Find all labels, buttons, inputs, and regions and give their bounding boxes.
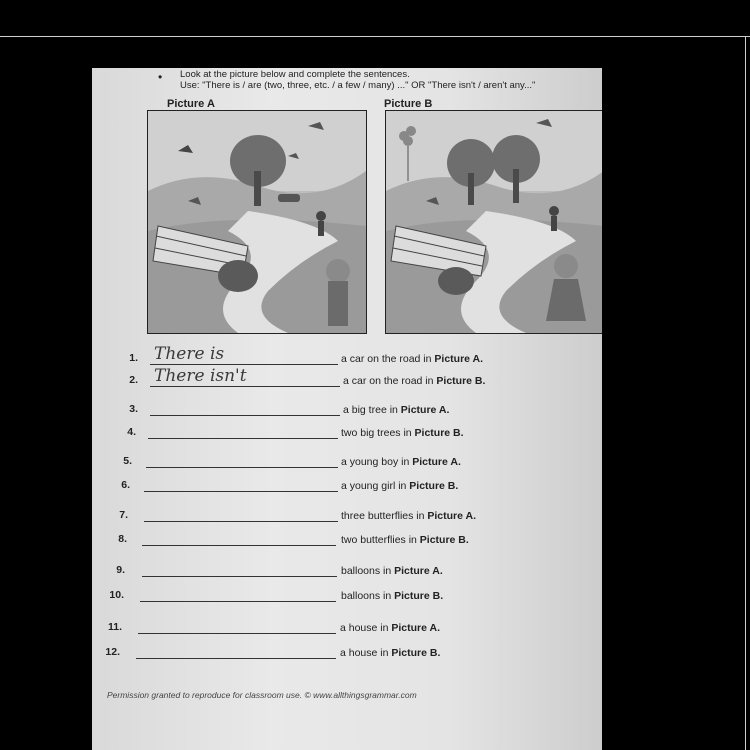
answer-blank[interactable]: [150, 364, 338, 365]
item-number: 4.: [127, 426, 136, 438]
item-number: 6.: [121, 479, 130, 491]
answer-blank[interactable]: [144, 521, 338, 522]
sentence-text: [340, 647, 440, 659]
picture-a-illustration: [147, 110, 367, 334]
item-number: 7.: [119, 509, 128, 521]
picture-b-illustration: [385, 110, 602, 334]
frame-right-line: [745, 36, 746, 750]
picture-reference: Picture A.: [400, 404, 450, 416]
sentence-text: [341, 353, 483, 365]
answer-blank[interactable]: [144, 491, 338, 492]
picture-reference: Picture B.: [436, 375, 486, 387]
worksheet-paper: [92, 68, 602, 750]
handwritten-answer: There is: [154, 344, 225, 364]
sentence-phrase: a house in: [340, 622, 389, 634]
item-number: 10.: [109, 589, 124, 601]
sentence-phrase: balloons in: [341, 565, 392, 577]
instruction-line-2: Use: "There is / are (two, three, etc. / a few / many) ..." OR "There isn't / aren't any...": [180, 80, 536, 91]
sentence-text: [341, 534, 469, 546]
item-number: 5.: [123, 455, 132, 467]
sentence-text: [341, 480, 458, 492]
sentence-phrase: a car on the road in: [341, 353, 432, 365]
item-number: 12.: [105, 646, 120, 658]
sentence-text: [341, 590, 443, 602]
sentence-phrase: three butterflies in: [341, 510, 425, 522]
sentence-phrase: a car on the road in: [343, 375, 434, 387]
picture-reference: Picture B.: [419, 534, 469, 546]
sentence-phrase: a young girl in: [341, 480, 407, 492]
picture-reference: Picture B.: [394, 590, 444, 602]
sentence-phrase: two big trees in: [341, 427, 412, 439]
picture-reference: Picture A.: [394, 565, 443, 577]
sentence-phrase: a big tree in: [343, 404, 398, 416]
picture-b-label: Picture B: [384, 98, 433, 110]
sentence-phrase: balloons in: [341, 590, 392, 602]
bullet-point: •: [158, 70, 163, 84]
answer-blank[interactable]: [148, 438, 338, 439]
copyright-footer: Permission granted to reproduce for classroom use. © www.allthingsgrammar.com: [107, 690, 417, 700]
picture-reference: Picture A.: [412, 456, 461, 468]
picture-reference: Picture A.: [427, 510, 477, 522]
answer-blank[interactable]: [150, 415, 340, 416]
answer-blank[interactable]: [142, 576, 337, 577]
answer-blank[interactable]: [136, 658, 336, 659]
item-number: 3.: [129, 403, 138, 415]
sentence-text: [341, 427, 464, 439]
item-number: 8.: [118, 533, 127, 545]
picture-reference: Picture B.: [391, 647, 441, 659]
picture-reference: Picture B.: [409, 480, 459, 492]
answer-blank[interactable]: [138, 633, 336, 634]
answer-blank[interactable]: [150, 386, 340, 387]
sentence-text: [341, 456, 461, 468]
item-number: 11.: [107, 621, 122, 633]
sentence-phrase: a young boy in: [341, 456, 410, 468]
sentence-text: [341, 510, 476, 522]
sentence-text: [340, 622, 440, 634]
picture-a-label: Picture A: [167, 98, 215, 110]
instruction-line-1: Look at the picture below and complete the sentences.: [180, 69, 410, 80]
item-number: 1.: [129, 352, 138, 364]
picture-reference: Picture A.: [391, 622, 441, 634]
frame-top-line: [0, 36, 750, 37]
sentence-phrase: a house in: [340, 647, 389, 659]
item-number: 2.: [129, 374, 138, 386]
sentence-text: [343, 404, 449, 416]
picture-reference: Picture B.: [414, 427, 464, 439]
picture-reference: Picture A.: [434, 353, 484, 365]
answer-blank[interactable]: [142, 545, 336, 546]
sentence-phrase: two butterflies in: [341, 534, 417, 546]
sentence-text: [341, 565, 443, 577]
sentence-text: [343, 375, 485, 387]
item-number: 9.: [116, 564, 125, 576]
answer-blank[interactable]: [140, 601, 336, 602]
handwritten-answer: There isn't: [154, 366, 247, 386]
answer-blank[interactable]: [146, 467, 338, 468]
